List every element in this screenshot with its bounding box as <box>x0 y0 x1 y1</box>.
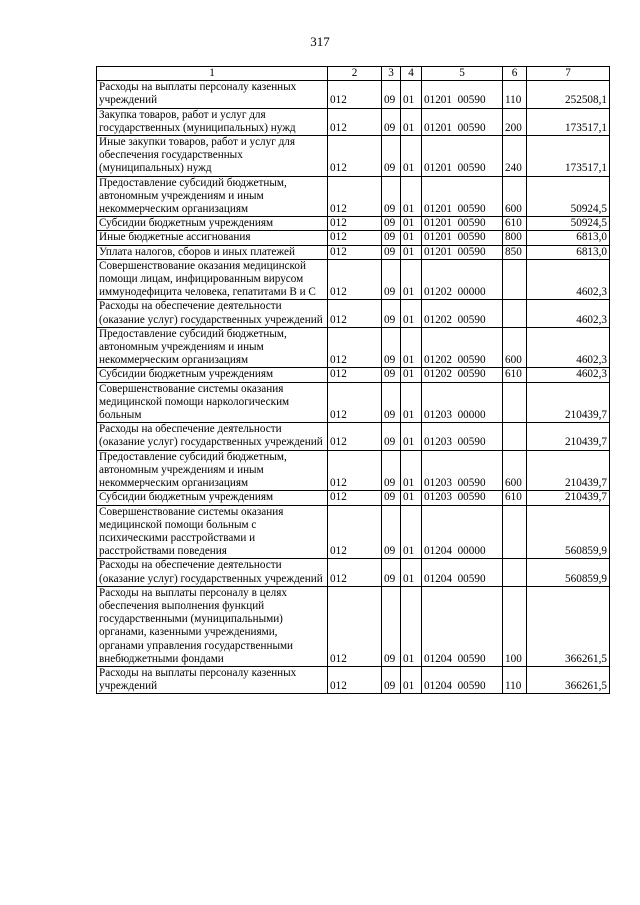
ministry-code-cell: 012 <box>328 505 382 559</box>
target-article-cell: 01203 00590 <box>422 423 503 450</box>
expense-type-cell: 200 <box>503 108 527 135</box>
subsection-cell: 01 <box>401 327 422 368</box>
target-article-cell: 01204 00590 <box>422 586 503 666</box>
table-row <box>97 666 610 693</box>
target-article-cell: 01201 00590 <box>422 176 503 217</box>
section-cell: 09 <box>382 259 401 300</box>
target-article-cell: 01202 00590 <box>422 327 503 368</box>
table-row <box>97 491 610 505</box>
target-article-cell: 01201 00590 <box>422 231 503 245</box>
section-cell: 09 <box>382 423 401 450</box>
subsection-cell: 01 <box>401 231 422 245</box>
subsection-cell: 01 <box>401 491 422 505</box>
table-row <box>97 176 610 217</box>
section-cell: 09 <box>382 108 401 135</box>
expense-type-cell: 600 <box>503 327 527 368</box>
column-header: 1 <box>97 67 328 81</box>
expense-name-cell: Иные закупки товаров, работ и услуг для обеспечения государственных (муниципальных) нужд <box>97 136 328 177</box>
expense-type-cell: 600 <box>503 450 527 491</box>
target-article-cell: 01204 00000 <box>422 505 503 559</box>
column-header: 4 <box>401 67 422 81</box>
target-article-cell: 01202 00590 <box>422 300 503 327</box>
section-cell: 09 <box>382 491 401 505</box>
table-row <box>97 586 610 666</box>
expense-type-cell <box>503 423 527 450</box>
amount-cell: 366261,5 <box>527 666 610 693</box>
ministry-code-cell: 012 <box>328 300 382 327</box>
table-row <box>97 423 610 450</box>
expense-type-cell: 100 <box>503 586 527 666</box>
ministry-code-cell: 012 <box>328 259 382 300</box>
section-cell: 09 <box>382 382 401 423</box>
amount-cell: 4602,3 <box>527 327 610 368</box>
subsection-cell: 01 <box>401 423 422 450</box>
table-row <box>97 300 610 327</box>
expense-name-cell: Предоставление субсидий бюджетным, автономным учреждениям и иным некоммерческим организациям <box>97 327 328 368</box>
amount-cell: 210439,7 <box>527 382 610 423</box>
subsection-cell: 01 <box>401 81 422 108</box>
amount-cell: 173517,1 <box>527 136 610 177</box>
section-cell: 09 <box>382 300 401 327</box>
subsection-cell: 01 <box>401 217 422 231</box>
expense-type-cell <box>503 505 527 559</box>
expense-name-cell: Совершенствование системы оказания медицинской помощи наркологическим больным <box>97 382 328 423</box>
section-cell: 09 <box>382 176 401 217</box>
subsection-cell: 01 <box>401 259 422 300</box>
column-header: 5 <box>422 67 503 81</box>
column-header: 6 <box>503 67 527 81</box>
amount-cell: 210439,7 <box>527 450 610 491</box>
section-cell: 09 <box>382 586 401 666</box>
expense-name-cell: Субсидии бюджетным учреждениям <box>97 368 328 382</box>
section-cell: 09 <box>382 450 401 491</box>
section-cell: 09 <box>382 245 401 259</box>
section-cell: 09 <box>382 81 401 108</box>
expense-type-cell <box>503 300 527 327</box>
expense-type-cell <box>503 559 527 586</box>
subsection-cell: 01 <box>401 176 422 217</box>
expense-name-cell: Расходы на обеспечение деятельности (оказание услуг) государственных учреждений <box>97 423 328 450</box>
amount-cell: 6813,0 <box>527 231 610 245</box>
expense-type-cell: 610 <box>503 217 527 231</box>
amount-cell: 6813,0 <box>527 245 610 259</box>
table-row <box>97 368 610 382</box>
expense-name-cell: Совершенствование оказания медицинской помощи лицам, инфицированным вирусом иммунодефицита человека, гепатитами В и С <box>97 259 328 300</box>
section-cell: 09 <box>382 217 401 231</box>
budget-table <box>96 66 610 694</box>
table-row <box>97 327 610 368</box>
ministry-code-cell: 012 <box>328 231 382 245</box>
section-cell: 09 <box>382 136 401 177</box>
subsection-cell: 01 <box>401 666 422 693</box>
target-article-cell: 01203 00000 <box>422 382 503 423</box>
amount-cell: 4602,3 <box>527 300 610 327</box>
subsection-cell: 01 <box>401 586 422 666</box>
ministry-code-cell: 012 <box>328 327 382 368</box>
table-row <box>97 136 610 177</box>
subsection-cell: 01 <box>401 108 422 135</box>
expense-name-cell: Предоставление субсидий бюджетным, автономным учреждениям и иным некоммерческим организациям <box>97 176 328 217</box>
target-article-cell: 01201 00590 <box>422 245 503 259</box>
section-cell: 09 <box>382 368 401 382</box>
ministry-code-cell: 012 <box>328 217 382 231</box>
table-row <box>97 382 610 423</box>
expense-type-cell <box>503 382 527 423</box>
table-row <box>97 559 610 586</box>
amount-cell: 560859,9 <box>527 559 610 586</box>
target-article-cell: 01204 00590 <box>422 666 503 693</box>
expense-name-cell: Иные бюджетные ассигнования <box>97 231 328 245</box>
amount-cell: 173517,1 <box>527 108 610 135</box>
target-article-cell: 01204 00590 <box>422 559 503 586</box>
amount-cell: 366261,5 <box>527 586 610 666</box>
target-article-cell: 01202 00000 <box>422 259 503 300</box>
expense-type-cell: 110 <box>503 81 527 108</box>
section-cell: 09 <box>382 559 401 586</box>
expense-name-cell: Расходы на обеспечение деятельности (оказание услуг) государственных учреждений <box>97 300 328 327</box>
target-article-cell: 01203 00590 <box>422 450 503 491</box>
amount-cell: 210439,7 <box>527 491 610 505</box>
target-article-cell: 01202 00590 <box>422 368 503 382</box>
target-article-cell: 01201 00590 <box>422 108 503 135</box>
expense-type-cell: 610 <box>503 491 527 505</box>
ministry-code-cell: 012 <box>328 559 382 586</box>
target-article-cell: 01201 00590 <box>422 81 503 108</box>
table-row <box>97 450 610 491</box>
ministry-code-cell: 012 <box>328 136 382 177</box>
expense-type-cell: 600 <box>503 176 527 217</box>
section-cell: 09 <box>382 327 401 368</box>
ministry-code-cell: 012 <box>328 176 382 217</box>
ministry-code-cell: 012 <box>328 108 382 135</box>
expense-name-cell: Субсидии бюджетным учреждениям <box>97 217 328 231</box>
expense-name-cell: Закупка товаров, работ и услуг для государственных (муниципальных) нужд <box>97 108 328 135</box>
expense-type-cell: 610 <box>503 368 527 382</box>
ministry-code-cell: 012 <box>328 491 382 505</box>
ministry-code-cell: 012 <box>328 423 382 450</box>
amount-cell: 4602,3 <box>527 368 610 382</box>
table-row <box>97 231 610 245</box>
expense-type-cell: 850 <box>503 245 527 259</box>
amount-cell: 252508,1 <box>527 81 610 108</box>
expense-name-cell: Расходы на обеспечение деятельности (оказание услуг) государственных учреждений <box>97 559 328 586</box>
subsection-cell: 01 <box>401 505 422 559</box>
ministry-code-cell: 012 <box>328 450 382 491</box>
amount-cell: 4602,3 <box>527 259 610 300</box>
subsection-cell: 01 <box>401 136 422 177</box>
expense-name-cell: Расходы на выплаты персоналу казенных учреждений <box>97 666 328 693</box>
ministry-code-cell: 012 <box>328 666 382 693</box>
expense-type-cell: 110 <box>503 666 527 693</box>
ministry-code-cell: 012 <box>328 368 382 382</box>
ministry-code-cell: 012 <box>328 81 382 108</box>
amount-cell: 210439,7 <box>527 423 610 450</box>
target-article-cell: 01203 00590 <box>422 491 503 505</box>
subsection-cell: 01 <box>401 559 422 586</box>
expense-name-cell: Расходы на выплаты персоналу казенных учреждений <box>97 81 328 108</box>
page-number: 317 <box>310 34 330 49</box>
subsection-cell: 01 <box>401 450 422 491</box>
section-cell: 09 <box>382 231 401 245</box>
expense-name-cell: Расходы на выплаты персоналу в целях обеспечения выполнения функций государственными (муниципальными) органами, казенными учреждениями, органами управления государственными внебюджетными фондами <box>97 586 328 666</box>
table-row <box>97 505 610 559</box>
table-row <box>97 217 610 231</box>
target-article-cell: 01201 00590 <box>422 136 503 177</box>
subsection-cell: 01 <box>401 382 422 423</box>
expense-name-cell: Предоставление субсидий бюджетным, автономным учреждениям и иным некоммерческим организациям <box>97 450 328 491</box>
table-body <box>97 81 610 694</box>
table-row <box>97 108 610 135</box>
expense-type-cell <box>503 259 527 300</box>
ministry-code-cell: 012 <box>328 245 382 259</box>
target-article-cell: 01201 00590 <box>422 217 503 231</box>
column-header: 7 <box>527 67 610 81</box>
expense-name-cell: Совершенствование системы оказания медицинской помощи больным с психическими расстройствами и расстройствами поведения <box>97 505 328 559</box>
subsection-cell: 01 <box>401 368 422 382</box>
amount-cell: 560859,9 <box>527 505 610 559</box>
section-cell: 09 <box>382 666 401 693</box>
amount-cell: 50924,5 <box>527 217 610 231</box>
column-header: 2 <box>328 67 382 81</box>
ministry-code-cell: 012 <box>328 382 382 423</box>
subsection-cell: 01 <box>401 300 422 327</box>
expense-name-cell: Уплата налогов, сборов и иных платежей <box>97 245 328 259</box>
expense-type-cell: 240 <box>503 136 527 177</box>
subsection-cell: 01 <box>401 245 422 259</box>
ministry-code-cell: 012 <box>328 586 382 666</box>
column-header: 3 <box>382 67 401 81</box>
expense-type-cell: 800 <box>503 231 527 245</box>
table-header-row <box>97 67 610 81</box>
section-cell: 09 <box>382 505 401 559</box>
expense-name-cell: Субсидии бюджетным учреждениям <box>97 491 328 505</box>
table-row <box>97 81 610 108</box>
table-row <box>97 245 610 259</box>
amount-cell: 50924,5 <box>527 176 610 217</box>
table-row <box>97 259 610 300</box>
